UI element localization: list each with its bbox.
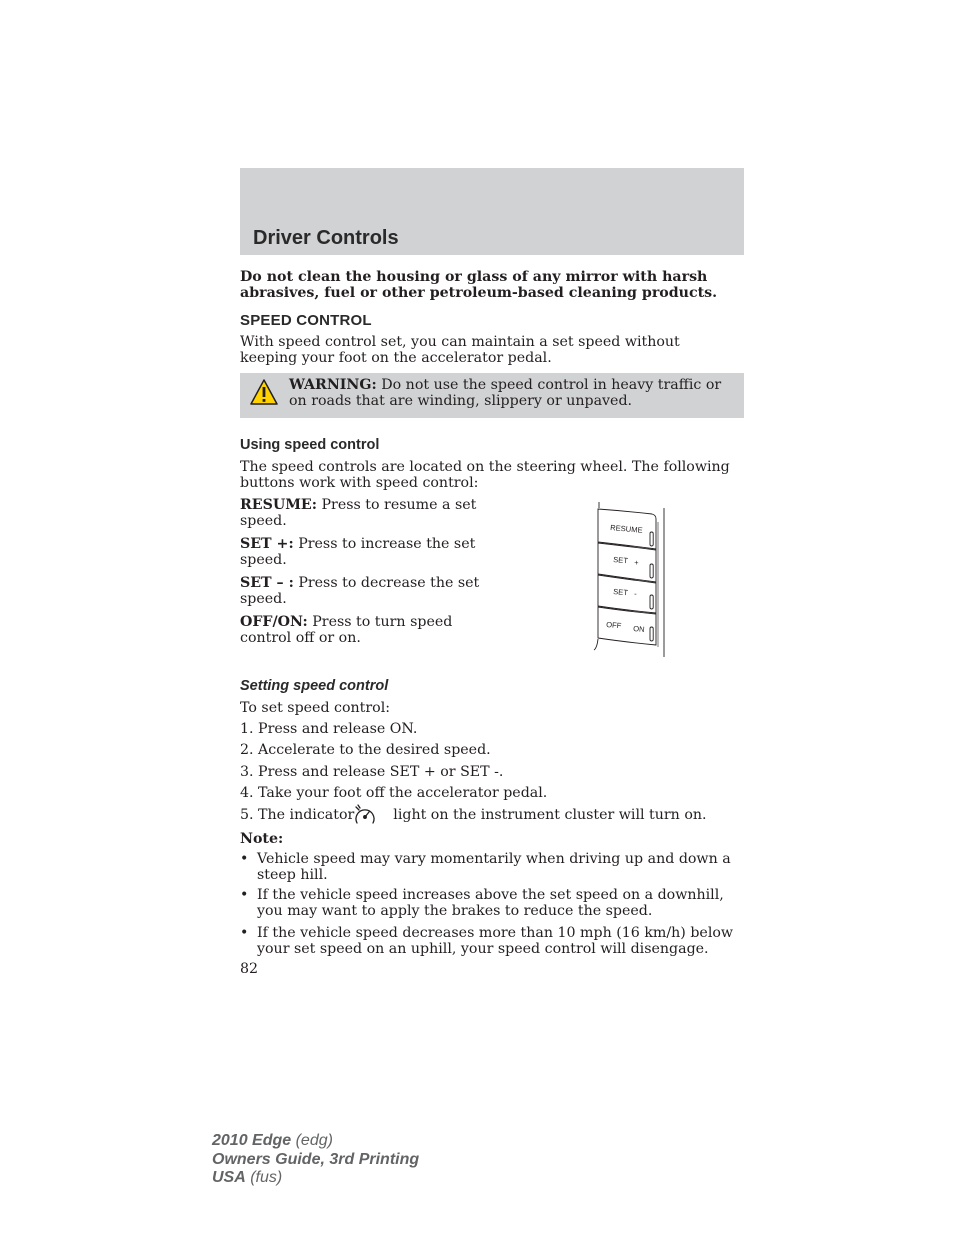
on-button-label: ON [632,624,645,634]
set-minus-description: SET – : Press to decrease the set speed. [240,575,480,607]
resume-label: RESUME: [240,497,317,513]
plus-sign-label: + [633,558,640,568]
set-minus-button-label: SET [612,587,629,598]
page-number: 82 [240,961,259,977]
step-item-5 [240,807,740,823]
footer-line-2: Owners Guide, 3rd Printing [212,1150,420,1168]
using-speed-control-intro: The speed controls are located on the steering wheel. The following buttons work with speed control: [240,459,730,491]
step-item: 4. Take your foot off the accelerator pedal. [240,785,548,801]
mirror-cleaning-notice: Do not clean the housing or glass of any mirror with harsh abrasives, fuel or other petroleum-based cleaning products. [240,269,718,301]
note-label: Note: [240,831,284,847]
speed-control-indicator-icon [353,803,377,827]
step-item: 3. Press and release SET + or SET -. [240,764,504,780]
bullet-dot: • [240,851,249,867]
warning-triangle-icon [250,378,278,406]
document-footer [212,1132,419,1188]
footer-line-1: 2010 Edge (edg) [212,1132,333,1149]
set-plus-button-label: SET [612,555,629,566]
off-on-description: OFF/ON: Press to turn speed control off or on. [240,614,453,646]
section-title: Driver Controls [253,227,399,249]
set-minus-label: SET – : [240,575,294,591]
step-5-after: light on the instrument cluster will turn on. [393,807,707,823]
step-item: 2. Accelerate to the desired speed. [240,742,491,758]
setting-speed-control-heading: Setting speed control [240,678,389,694]
using-speed-control-heading: Using speed control [240,437,380,453]
warning-label: WARNING: [289,377,377,393]
minus-sign-label: - [633,589,638,599]
speed-control-heading: SPEED CONTROL [240,312,372,329]
set-plus-description: SET +: Press to increase the set speed. [240,536,476,568]
warning-body: Do not use the speed control in heavy traffic or on roads that are winding, slippery or unpaved. [289,377,722,409]
resume-description: RESUME: Press to resume a set speed. [240,497,477,529]
step-item: 1. Press and release ON. [240,721,418,737]
off-button-label: OFF [605,620,622,631]
speed-control-intro: With speed control set, you can maintain a set speed without keeping your foot on the accelerator pedal. [240,334,680,366]
bullet-dot: • [240,887,249,903]
steering-wheel-buttons-figure [590,500,670,660]
resume-button-label: RESUME [609,523,643,535]
set-plus-label: SET +: [240,536,294,552]
warning-text [289,377,739,409]
setting-intro: To set speed control: [240,700,391,716]
off-on-label: OFF/ON: [240,614,308,630]
bullet-dot: • [240,925,249,941]
step-5-before: 5. The indicator [240,807,355,823]
footer-line-3: USA (fus) [212,1169,283,1186]
